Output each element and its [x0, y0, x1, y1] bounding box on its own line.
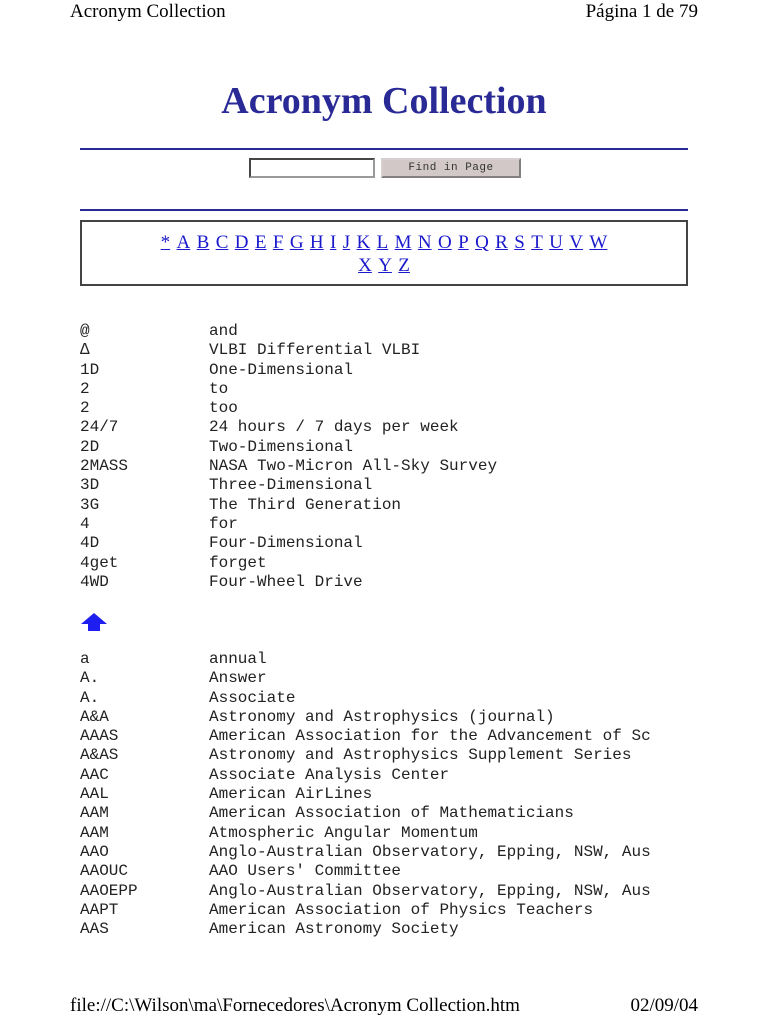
acronym-term: AAPT [80, 900, 119, 919]
acronym-entry [80, 515, 700, 534]
alphabet-link-a[interactable]: A [176, 232, 191, 253]
page-title: Acronym Collection [221, 80, 547, 122]
acronym-definition: Four-Dimensional [209, 534, 363, 553]
acronym-entry [80, 901, 700, 920]
acronym-definition: Answer [209, 669, 267, 688]
acronym-entry [80, 476, 700, 495]
print-footer-date: 02/09/04 [630, 995, 698, 1016]
acronym-entry [80, 554, 700, 573]
acronym-entry [80, 862, 700, 881]
acronym-definition: Four-Wheel Drive [209, 572, 363, 591]
alphabet-link-symbols[interactable]: * [160, 232, 171, 253]
up-arrow-icon[interactable] [80, 612, 108, 632]
acronym-term: AAM [80, 823, 109, 842]
alphabet-link-s[interactable]: S [514, 232, 525, 253]
acronym-term: 2D [80, 437, 100, 456]
acronym-entry [80, 785, 700, 804]
acronym-definition: Anglo-Australian Observatory, Epping, NSW, Aus [209, 842, 651, 861]
acronym-term: 4get [80, 553, 119, 572]
acronym-term: a [80, 650, 90, 668]
acronym-definition: Two-Dimensional [209, 437, 354, 456]
acronym-section-a [80, 650, 700, 939]
acronym-term: AAS [80, 920, 109, 939]
acronym-entry [80, 380, 700, 399]
acronym-term: A&A [80, 707, 109, 726]
acronym-entry [80, 573, 700, 592]
acronym-definition: American Association of Mathematicians [209, 804, 574, 823]
acronym-definition: The Third Generation [209, 495, 402, 514]
alphabet-link-t[interactable]: T [531, 232, 543, 253]
acronym-definition: American AirLines [209, 785, 373, 804]
acronym-term: 4 [80, 514, 90, 533]
acronym-term: 3D [80, 476, 100, 495]
acronym-term: 24/7 [80, 418, 119, 437]
alphabet-link-g[interactable]: G [289, 232, 304, 253]
acronym-entry [80, 920, 700, 939]
acronym-term: 4D [80, 534, 100, 553]
acronym-term: A&AS [80, 746, 119, 765]
acronym-term: 2 [80, 399, 90, 418]
acronym-term: AAOEPP [80, 881, 138, 900]
acronym-definition: AAO Users' Committee [209, 862, 402, 881]
acronym-term: 2 [80, 379, 90, 398]
acronym-term: 2MASS [80, 457, 129, 476]
print-footer-file-path: file://C:\Wilson\ma\Fornecedores\Acronym Collection.htm [70, 995, 520, 1016]
acronym-entry [80, 727, 700, 746]
alphabet-link-c[interactable]: C [215, 232, 229, 253]
acronym-entry [80, 882, 700, 901]
alphabet-link-k[interactable]: K [356, 232, 371, 253]
acronym-definition: NASA Two-Micron All-Sky Survey [209, 457, 498, 476]
alphabet-row-2 [82, 255, 686, 277]
find-in-page-form [249, 158, 521, 178]
acronym-term: AAM [80, 804, 109, 823]
acronym-entry [80, 824, 700, 843]
acronym-entry [80, 708, 700, 727]
acronym-definition: American Astronomy Society [209, 920, 459, 939]
acronym-entry [80, 322, 700, 341]
alphabet-link-x[interactable]: X [358, 255, 372, 276]
alphabet-link-m[interactable]: M [394, 232, 412, 253]
alphabet-index [80, 220, 688, 286]
acronym-definition: for [209, 514, 238, 533]
acronym-entry [80, 766, 700, 785]
acronym-entry [80, 438, 700, 457]
acronym-term: AAOUC [80, 862, 129, 881]
alphabet-link-b[interactable]: B [196, 232, 210, 253]
acronym-definition: and [209, 322, 238, 340]
alphabet-link-z[interactable]: Z [398, 255, 410, 276]
acronym-definition: Three-Dimensional [209, 476, 373, 495]
print-header-page-info: Página 1 de 79 [585, 1, 698, 22]
alphabet-link-p[interactable]: P [458, 232, 469, 253]
acronym-entry [80, 843, 700, 862]
acronym-term: AAO [80, 842, 109, 861]
acronym-definition: One-Dimensional [209, 360, 354, 379]
acronym-definition: Associate Analysis Center [209, 765, 450, 784]
print-footer [70, 994, 698, 1024]
alphabet-link-w[interactable]: W [589, 232, 608, 253]
acronym-term: @ [80, 322, 90, 340]
acronym-term: 1D [80, 360, 100, 379]
print-header [70, 0, 698, 26]
alphabet-link-i[interactable]: I [330, 232, 337, 253]
acronym-entry [80, 418, 700, 437]
alphabet-link-h[interactable]: H [309, 232, 324, 253]
search-divider [80, 209, 688, 211]
acronym-term: 3G [80, 495, 100, 514]
acronym-term: AAC [80, 765, 109, 784]
alphabet-link-e[interactable]: E [254, 232, 267, 253]
acronym-definition: too [209, 399, 238, 418]
acronym-entry [80, 496, 700, 515]
acronym-entry [80, 361, 700, 380]
acronym-definition: Associate [209, 688, 296, 707]
find-input[interactable] [249, 158, 375, 178]
acronym-term: AAAS [80, 727, 119, 746]
alphabet-link-q[interactable]: Q [475, 232, 489, 253]
alphabet-link-u[interactable]: U [549, 232, 563, 253]
alphabet-link-o[interactable]: O [438, 232, 452, 253]
alphabet-link-j[interactable]: J [342, 232, 351, 253]
alphabet-link-v[interactable]: V [569, 232, 584, 253]
acronym-definition: annual [209, 650, 267, 668]
acronym-section-numeric [80, 322, 700, 592]
acronym-term: 4WD [80, 572, 109, 591]
acronym-term: A. [80, 688, 100, 707]
acronym-term: ∆ [80, 341, 90, 360]
acronym-entry [80, 669, 700, 688]
acronym-entry [80, 689, 700, 708]
acronym-definition: forget [209, 553, 267, 572]
acronym-term: AAL [80, 785, 109, 804]
alphabet-link-f[interactable]: F [272, 232, 284, 253]
acronym-definition: to [209, 379, 229, 398]
alphabet-link-d[interactable]: D [234, 232, 249, 253]
find-in-page-button[interactable]: Find in Page [381, 158, 521, 178]
acronym-entry [80, 746, 700, 765]
acronym-definition: Astronomy and Astrophysics (journal) [209, 707, 555, 726]
acronym-term: A. [80, 669, 100, 688]
alphabet-row-1 [82, 232, 686, 254]
print-header-title: Acronym Collection [70, 1, 226, 22]
alphabet-link-n[interactable]: N [417, 232, 432, 253]
acronym-definition: American Association for the Advancement of Sc [209, 727, 651, 746]
acronym-entry [80, 804, 700, 823]
alphabet-link-r[interactable]: R [495, 232, 508, 253]
acronym-definition: American Association of Physics Teachers [209, 900, 594, 919]
acronym-definition: VLBI Differential VLBI [209, 341, 421, 360]
acronym-entry [80, 534, 700, 553]
acronym-definition: Anglo-Australian Observatory, Epping, NSW, Aus [209, 881, 651, 900]
acronym-definition: 24 hours / 7 days per week [209, 418, 459, 437]
acronym-entry [80, 650, 700, 669]
top-divider [80, 148, 688, 150]
alphabet-link-l[interactable]: L [376, 232, 389, 253]
acronym-definition: Atmospheric Angular Momentum [209, 823, 478, 842]
acronym-entry [80, 399, 700, 418]
acronym-definition: Astronomy and Astrophysics Supplement Series [209, 746, 632, 765]
acronym-entry [80, 341, 700, 360]
alphabet-link-y[interactable]: Y [378, 255, 392, 276]
acronym-entry [80, 457, 700, 476]
